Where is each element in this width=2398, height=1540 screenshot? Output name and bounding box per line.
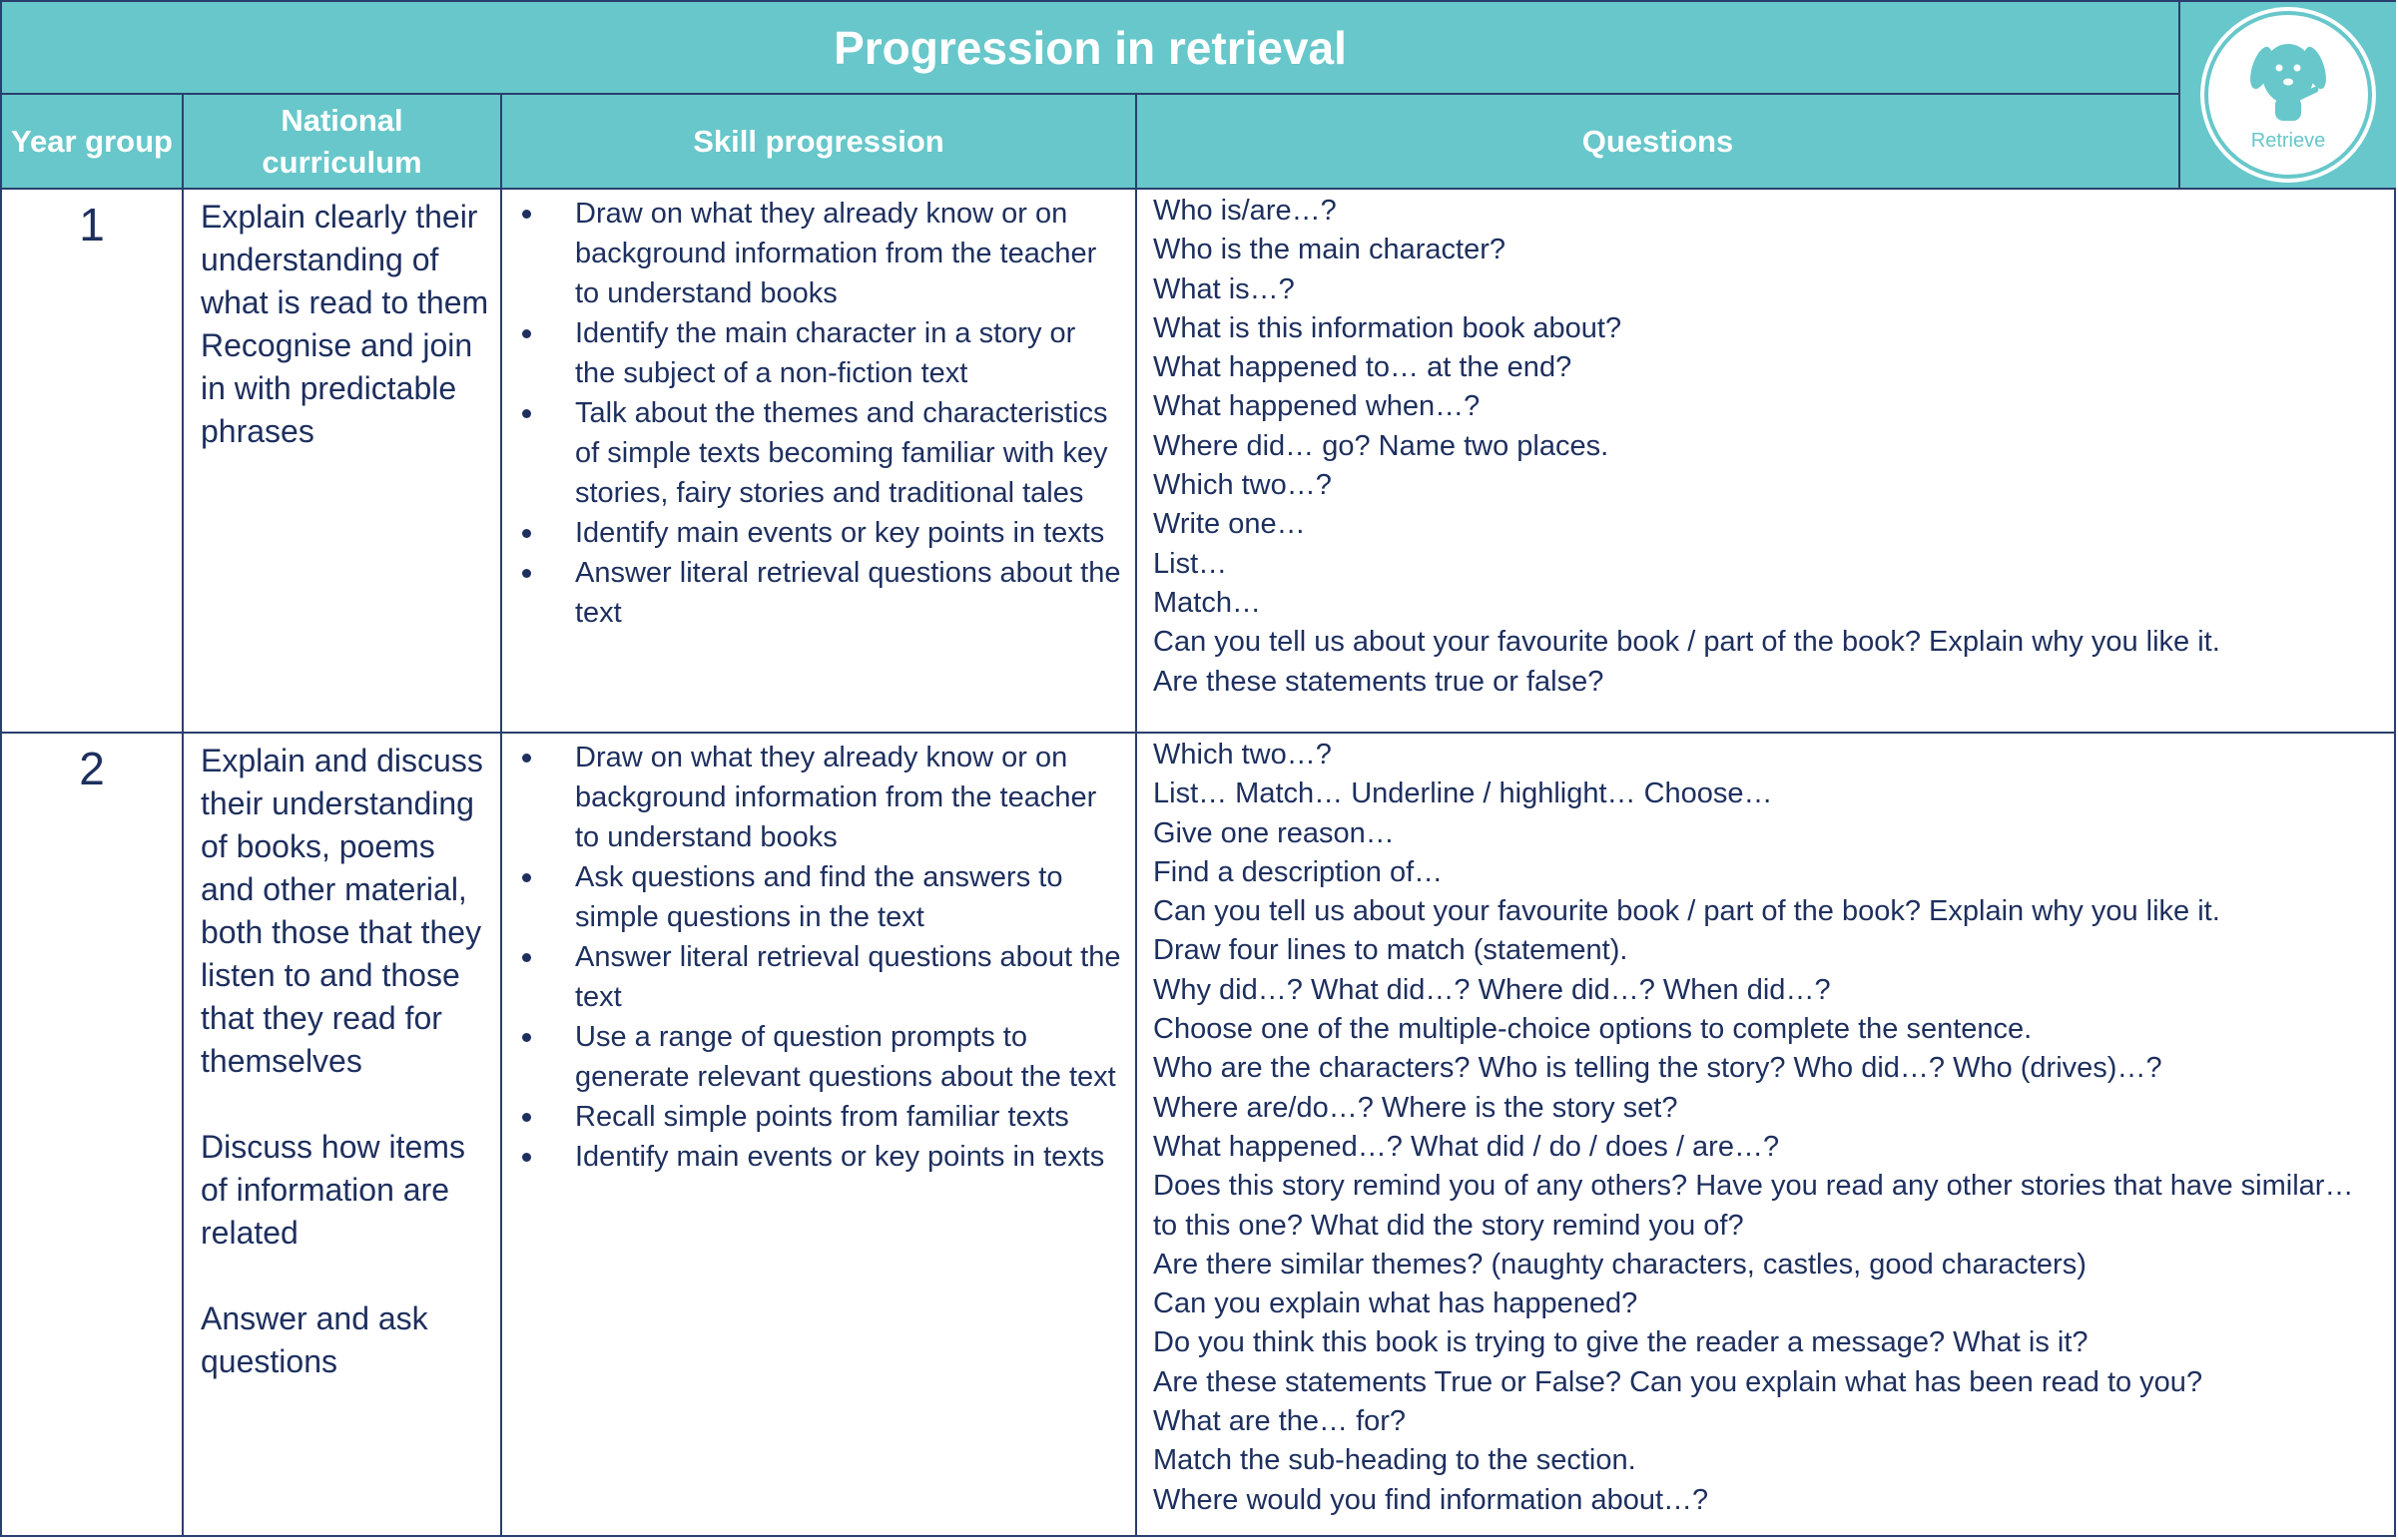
skill-text: Recall simple points from familiar texts xyxy=(575,1101,1069,1133)
question-item: Can you tell us about your favourite book / part of the book? Explain why you like it. xyxy=(1153,895,2220,928)
question-item: What is this information book about? xyxy=(1153,311,1622,344)
list-item xyxy=(502,857,1121,937)
question-item: Match the sub-heading to the section. xyxy=(1153,1444,1636,1477)
bullet-icon xyxy=(522,1153,531,1162)
nc-paragraph: Discuss how items of information are related xyxy=(201,1129,465,1251)
skill-text: Identify main events or key points in texts xyxy=(575,517,1105,549)
skill-text: Identify main events or key points in texts xyxy=(575,1141,1105,1173)
list-item xyxy=(502,393,1121,513)
question-item: Are these statements true or false? xyxy=(1153,665,1604,698)
list-item xyxy=(502,1097,1121,1137)
questions-cell xyxy=(1137,734,2396,1537)
bullet-icon xyxy=(522,569,531,578)
question-item: Can you tell us about your favourite book / part of the book? Explain why you like it. xyxy=(1153,626,2220,659)
question-item: Write one… xyxy=(1153,508,1306,541)
question-item: Can you explain what has happened? xyxy=(1153,1287,1638,1320)
bullet-icon xyxy=(522,210,531,219)
retrieve-logo xyxy=(2195,2,2381,188)
nc-paragraph: Recognise and join in with predictable phrases xyxy=(201,327,473,449)
skill-text: Answer literal retrieval questions about the text xyxy=(575,557,1121,629)
question-item: Find a description of… xyxy=(1153,855,1444,888)
question-item: Which two…? xyxy=(1153,469,1332,502)
year-number: 1 xyxy=(79,199,105,251)
question-item: What is…? xyxy=(1153,272,1295,305)
question-item: Where are/do…? Where is the story set? xyxy=(1153,1091,1678,1124)
year-cell xyxy=(2,190,184,732)
skill-text: Draw on what they already know or on background information from the teacher to understand books xyxy=(575,198,1097,309)
question-item: What are the… for? xyxy=(1153,1405,1407,1438)
bullet-icon xyxy=(522,953,531,962)
questions-cell xyxy=(1137,190,2396,732)
page-title: Progression in retrieval xyxy=(834,21,1347,74)
year-number: 2 xyxy=(79,743,105,794)
list-item xyxy=(502,937,1121,1017)
question-item: Why did…? What did…? Where did…? When did…? xyxy=(1153,973,1831,1006)
question-item: Where did… go? Name two places. xyxy=(1153,429,1609,462)
skill-text: Talk about the themes and characteristics of simple texts becoming familiar with key stories, fairy stories and traditional tales xyxy=(575,397,1108,509)
question-item: List… xyxy=(1153,547,1228,580)
header-questions: Questions xyxy=(1581,123,1734,159)
table-row-year-2 xyxy=(2,734,2396,1537)
list-item xyxy=(502,1137,1121,1177)
list-item xyxy=(502,738,1121,857)
year-cell xyxy=(2,734,184,1537)
bullet-icon xyxy=(522,529,531,538)
skill-text: Use a range of question prompts to generate relevant questions about the text xyxy=(575,1021,1116,1093)
bullet-icon xyxy=(522,754,531,763)
skill-text: Draw on what they already know or on background information from the teacher to understand books xyxy=(575,742,1097,853)
question-item: Are these statements True or False? Can you explain what has been read to you? xyxy=(1153,1365,2203,1398)
header-row xyxy=(2,95,2180,190)
question-item: What happened to… at the end? xyxy=(1153,351,1572,384)
nc-paragraph: Explain and discuss their understanding of books, poems and other material, both those that they listen to and those that they read for themselves xyxy=(201,743,483,1079)
question-item: Choose one of the multiple-choice options to complete the sentence. xyxy=(1153,1013,2033,1046)
bullet-icon xyxy=(522,329,531,338)
question-item: Match… xyxy=(1153,586,1261,619)
logo-text: Retrieve xyxy=(2250,130,2326,152)
question-item: Who is/are…? xyxy=(1153,195,1337,227)
list-item xyxy=(502,553,1121,633)
skill-text: Identify the main character in a story or the subject of a non-fiction text xyxy=(575,317,1076,389)
header-skill-progression: Skill progression xyxy=(502,95,1137,188)
question-item: Does this story remind you of any others? Have you read any other stories that have similar… xyxy=(1153,1170,2354,1203)
list-item xyxy=(502,313,1121,393)
question-item: Who is the main character? xyxy=(1153,234,1505,266)
question-item: Do you think this book is trying to give the reader a message? What is it? xyxy=(1153,1326,2089,1359)
question-item: Are there similar themes? (naughty characters, castles, good characters) xyxy=(1153,1248,2087,1281)
question-item: List… Match… Underline / highlight… Choose… xyxy=(1153,777,1773,810)
question-item: Which two…? xyxy=(1153,739,1332,770)
table-row-year-1 xyxy=(2,190,2396,734)
nc-paragraph: Answer and ask questions xyxy=(201,1300,428,1379)
bullet-icon xyxy=(522,1113,531,1122)
nc-paragraph: Explain clearly their understanding of what is read to them xyxy=(201,199,489,320)
question-item: to this one? What did the story remind you of? xyxy=(1153,1209,1744,1242)
title-bar xyxy=(2,2,2180,95)
bullet-icon xyxy=(522,1033,531,1042)
question-item: Where would you find information about…? xyxy=(1153,1483,1709,1516)
header-national-curriculum: National curriculum xyxy=(184,95,502,188)
question-item: What happened when…? xyxy=(1153,390,1481,423)
logo-cell xyxy=(2180,2,2396,190)
skill-text: Answer literal retrieval questions about the text xyxy=(575,941,1121,1013)
header-year-group: Year group xyxy=(2,95,184,188)
skill-text: Ask questions and find the answers to simple questions in the text xyxy=(575,861,1063,933)
list-item xyxy=(502,194,1121,313)
national-curriculum-cell xyxy=(184,190,502,732)
skill-progression-cell xyxy=(502,734,1137,1537)
question-item: Who are the characters? Who is telling the story? Who did…? Who (drives)…? xyxy=(1153,1052,2162,1085)
question-item: Give one reason… xyxy=(1153,816,1395,849)
skill-progression-cell xyxy=(502,190,1137,732)
list-item xyxy=(502,513,1121,553)
bullet-icon xyxy=(522,409,531,418)
bullet-icon xyxy=(522,873,531,882)
list-item xyxy=(502,1017,1121,1097)
national-curriculum-cell xyxy=(184,734,502,1537)
question-item: Draw four lines to match (statement). xyxy=(1153,934,1628,967)
question-item: What happened…? What did / do / does / are…? xyxy=(1153,1130,1780,1163)
